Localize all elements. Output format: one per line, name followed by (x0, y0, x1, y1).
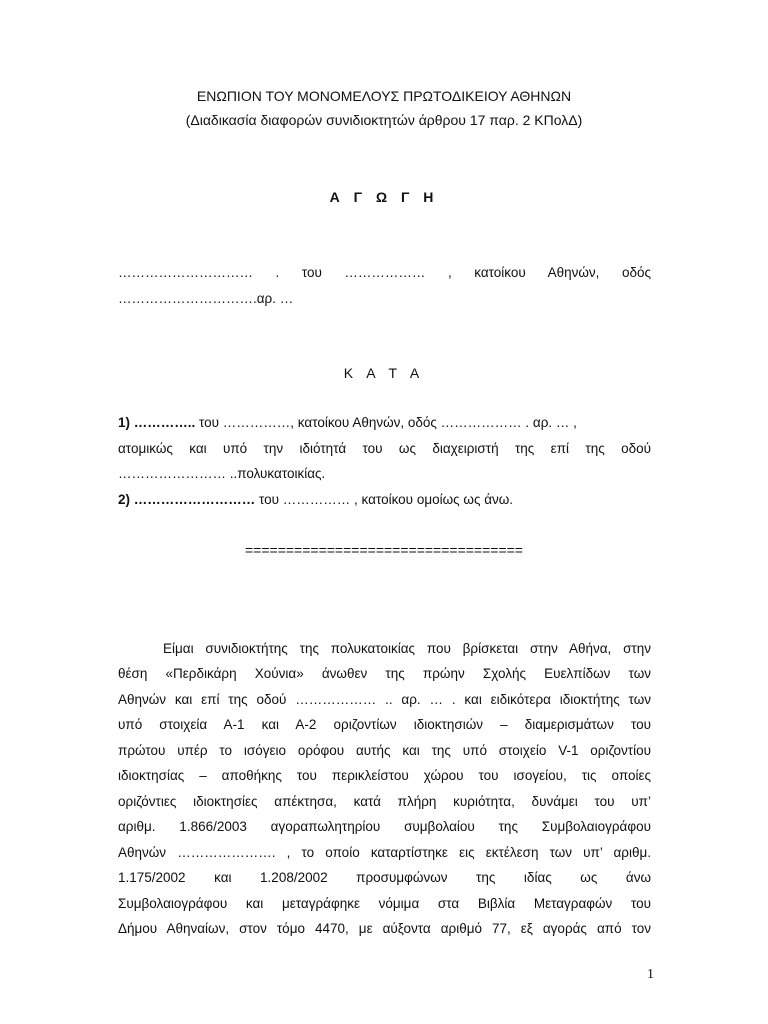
defendant-2-details: του …………… , κατοίκου ομοίως ως άνω. (255, 492, 514, 507)
body-line-12: Δήμου Αθηναίων, στον τόμο 4470, με αύξοντα αριθμό 77, εξ αγοράς από τον (118, 921, 651, 936)
body-line-8: αριθμ. 1.866/2003 αγοραπωλητηρίου συμβολαίου της Συμβολαιογράφου (118, 819, 651, 834)
against-heading: Κ Α Τ Α (343, 365, 425, 381)
body-line-2: θέση «Περδικάρη Χούνια» άνωθεν της πρώην Σχολής Ευελπίδων των (118, 666, 651, 681)
defendant-1-line-3: …………………… ..πολυκατοικίας. (118, 466, 326, 481)
body-line-5: πρώτου υπέρ το ισόγειο ορόφου αυτής και της υπό στοιχείο V-1 οριζοντίου (118, 743, 651, 758)
body-line-1: Είμαι συνιδιοκτήτης της πολυκατοικίας που βρίσκεται στην Αθήνα, στην (163, 641, 651, 656)
body-line-7: οριζόντιες ιδιοκτησίες απέκτησα, κατά πλήρη κυριότητα, δυνάμει του υπ’ (118, 794, 651, 809)
body-line-4: υπό στοιχεία Α-1 και Α-2 οριζοντίων ιδιοκτησιών – διαμερισμάτων του (118, 717, 651, 732)
defendant-1-line-2: ατομικώς και υπό την ιδιότητά του ως διαχειριστή της επί της οδού (118, 441, 651, 456)
page-number: 1 (647, 967, 654, 982)
court-heading: ΕΝΩΠΙΟΝ ΤΟΥ ΜΟΝΟΜΕΛΟΥΣ ΠΡΩΤΟΔΙΚΕΙΟΥ ΑΘΗΝΩΝ (196, 88, 572, 104)
body-line-10: 1.175/2002 και 1.208/2002 προσυμφώνων της ιδίας ως άνω (118, 870, 651, 885)
defendant-2-line (118, 491, 651, 509)
body-line-11: Συμβολαιογράφου και μεταγράφηκε νόμιμα στα Βιβλία Μεταγραφών του (118, 896, 651, 911)
plaintiff-line-2: ………………………….αρ. … (118, 291, 294, 306)
defendant-1-line-1 (118, 414, 651, 432)
separator-line: ================================== (245, 542, 523, 558)
body-line-3: Αθηνών και επί της οδού ……………… .. αρ. … . και ειδικότερα ιδιοκτήτης των (118, 692, 651, 707)
body-line-6: ιδιοκτησίας – αποθήκης του περικλείστου χώρου του ισογείου, τις οποίες (118, 768, 651, 783)
document-title: Α Γ Ω Γ Η (329, 189, 439, 205)
defendant-1-details: του ……………, κατοίκου Αθηνών, οδός ……………… . αρ. … , (195, 415, 577, 430)
defendant-1-number: 1) ………….. (118, 415, 196, 430)
procedure-subheading: (Διαδικασία διαφορών συνιδιοκτητών άρθρου 17 παρ. 2 ΚΠολΔ) (185, 112, 583, 128)
plaintiff-line-1: ………………………… . του ……………… , κατοίκου Αθηνών, οδός (118, 265, 651, 280)
defendant-2-number: 2) ……………………… (118, 492, 256, 507)
body-line-9: Αθηνών …………………. , το οποίο καταρτίστηκε εις εκτέλεση των υπ’ αριθμ. (118, 845, 651, 860)
